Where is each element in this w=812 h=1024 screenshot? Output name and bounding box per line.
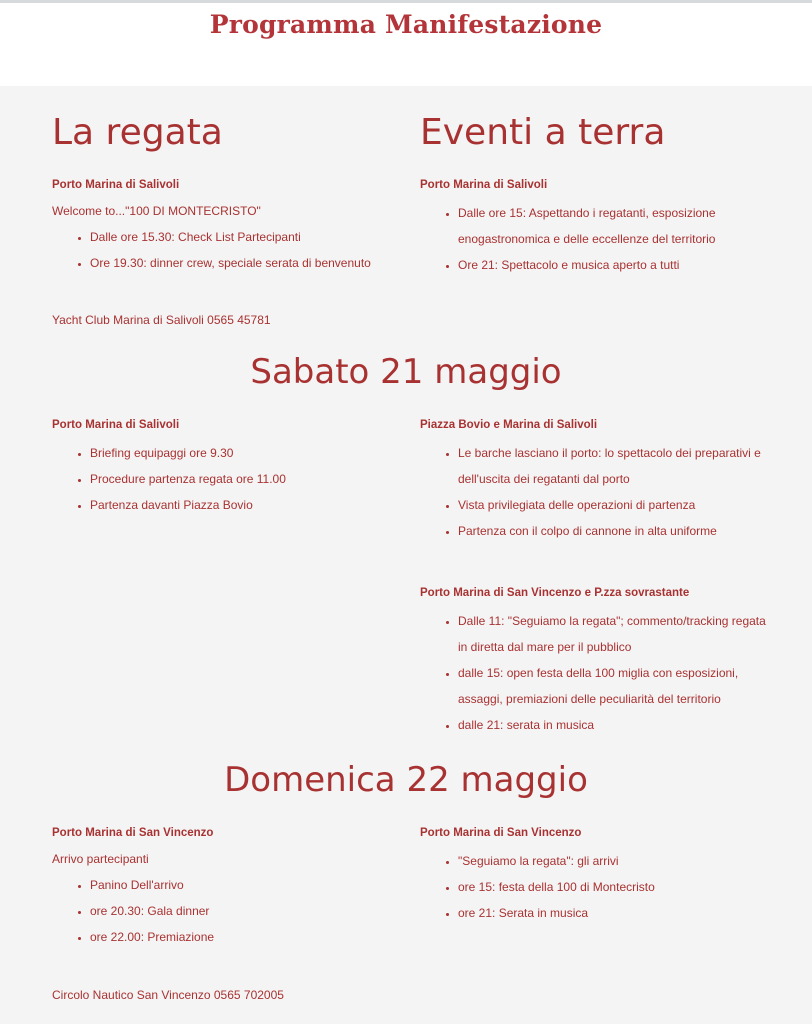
list-item: • ore 20.30: Gala dinner xyxy=(90,898,402,924)
section-heading-la-regata: La regata xyxy=(52,112,223,153)
section-heading-eventi-a-terra: Eventi a terra xyxy=(420,112,666,153)
list-item: • Partenza con il colpo di cannone in alta uniforme xyxy=(458,518,770,544)
list-item: • Dalle 11: "Seguiamo la regata"; commento/tracking regata in diretta dal mare per il pubblico xyxy=(458,608,770,660)
regata-block xyxy=(52,176,402,276)
location-label: Porto Marina di Salivoli xyxy=(420,179,548,191)
list-item: • ore 22.00: Premiazione xyxy=(90,924,402,950)
sabato-left-block xyxy=(52,416,402,518)
list-item: • Ore 19.30: dinner crew, speciale serata di benvenuto xyxy=(90,250,402,276)
location-label: Porto Marina di San Vincenzo e P.zza sovrastante xyxy=(420,587,690,599)
list-item: • Briefing equipaggi ore 9.30 xyxy=(90,440,402,466)
location-label: Porto Marina di San Vincenzo xyxy=(52,827,214,839)
list-item: • dalle 15: open festa della 100 miglia con esposizioni, assaggi, premiazioni delle peculiarità del territorio xyxy=(458,660,770,712)
section-heading-sabato: Sabato 21 maggio xyxy=(250,352,562,392)
location-label: Porto Marina di Salivoli xyxy=(52,419,180,431)
list-item: • Procedure partenza regata ore 11.00 xyxy=(90,466,402,492)
section-heading-domenica: Domenica 22 maggio xyxy=(224,760,588,800)
list-item: • Dalle ore 15.30: Check List Partecipanti xyxy=(90,224,402,250)
domenica-left-block xyxy=(52,824,402,950)
contact-text: Yacht Club Marina di Salivoli 0565 45781 xyxy=(52,313,271,327)
intro-text: Arrivo partecipanti xyxy=(52,852,149,866)
list-item: • Dalle ore 15: Aspettando i regatanti, esposizione enogastronomica e delle eccellenze del territorio xyxy=(458,200,770,252)
sabato-left-list xyxy=(52,440,402,518)
eventi-block xyxy=(420,176,770,278)
domenica-right-list xyxy=(420,848,770,926)
contact-text: Circolo Nautico San Vincenzo 0565 702005 xyxy=(52,988,284,1002)
sabato-right-block-a xyxy=(420,416,770,544)
sabato-right-list-a xyxy=(420,440,770,544)
eventi-list xyxy=(420,200,770,278)
sabato-right-list-b xyxy=(420,608,770,738)
list-item: • ore 15: festa della 100 di Montecristo xyxy=(458,874,770,900)
list-item: • dalle 21: serata in musica xyxy=(458,712,770,738)
domenica-right-block xyxy=(420,824,770,926)
list-item: • ore 21: Serata in musica xyxy=(458,900,770,926)
list-item: • "Seguiamo la regata": gli arrivi xyxy=(458,848,770,874)
list-item: • Partenza davanti Piazza Bovio xyxy=(90,492,402,518)
sabato-right-block-b xyxy=(420,584,770,738)
list-item: • Panino Dell'arrivo xyxy=(90,872,402,898)
list-item: • Ore 21: Spettacolo e musica aperto a tutti xyxy=(458,252,770,278)
location-label: Porto Marina di Salivoli xyxy=(52,179,180,191)
list-item: • Le barche lasciano il porto: lo spettacolo dei preparativi e dell'uscita dei regatanti dal porto xyxy=(458,440,770,492)
list-item: • Vista privilegiata delle operazioni di partenza xyxy=(458,492,770,518)
regata-list xyxy=(52,224,402,276)
location-label: Porto Marina di San Vincenzo xyxy=(420,827,582,839)
page-title: Programma Manifestazione xyxy=(209,10,603,39)
domenica-left-list xyxy=(52,872,402,950)
intro-text: Welcome to..."100 DI MONTECRISTO" xyxy=(52,204,261,218)
location-label: Piazza Bovio e Marina di Salivoli xyxy=(420,419,598,431)
